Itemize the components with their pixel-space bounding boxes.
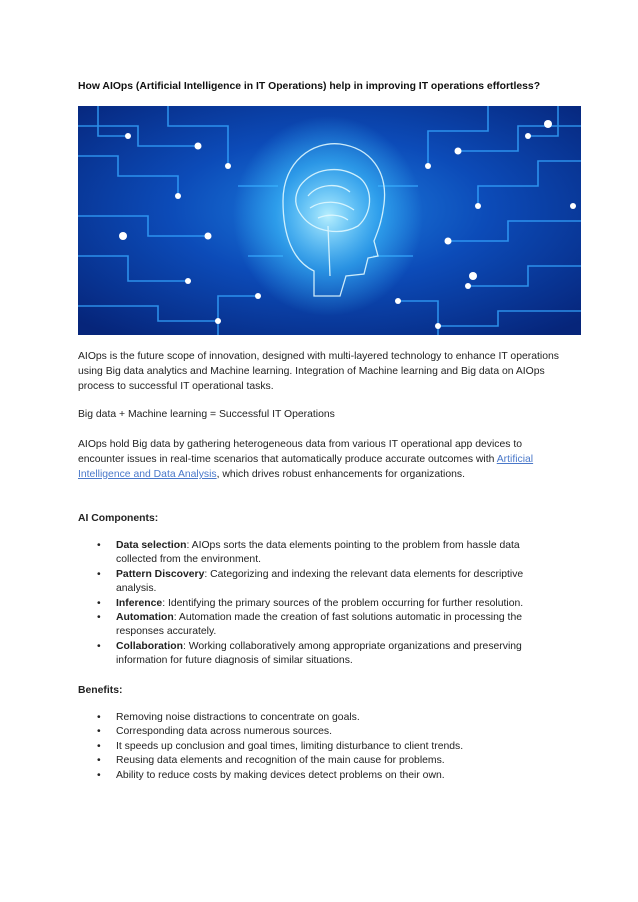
list-item: [78, 769, 558, 783]
intro-paragraph: AIOps is the future scope of innovation, designed with multi-layered technology to enhance IT operations using Big data analytics and Machine learning. Integration of Machine learning and Big data on AIOps process to successful IT operational tasks.: [78, 351, 559, 392]
formula-paragraph: Big data + Machine learning = Successful IT Operations: [78, 409, 335, 420]
details-text-end: , which drives robust enhancements for organizations.: [216, 469, 465, 480]
bullet-icon: •: [97, 755, 101, 767]
details-paragraph: [78, 437, 568, 482]
bullet-icon: •: [97, 712, 101, 723]
bullet-icon: •: [97, 740, 101, 752]
list-item: [78, 754, 558, 768]
list-item: [78, 539, 558, 568]
components-list: [78, 539, 558, 669]
list-item: [78, 597, 558, 611]
benefits-list: [78, 711, 558, 783]
ai-data-analysis-link[interactable]: Artificial Intelligence and Data Analysis: [78, 454, 534, 480]
component-term: Inference: [116, 597, 163, 609]
component-term: Automation: [116, 612, 174, 624]
component-term: Collaboration: [116, 640, 183, 652]
component-text: : AIOps sorts the data elements pointing to the problem from hassle data collected from the environment.: [116, 540, 520, 566]
component-text: : Identifying the primary sources of the problem occurring for further resolution.: [162, 597, 524, 609]
bullet-icon: •: [97, 612, 101, 624]
list-item: [78, 725, 558, 739]
bullet-icon: •: [97, 769, 101, 781]
list-item: [78, 640, 558, 669]
benefits-heading: Benefits:: [78, 685, 123, 696]
component-text: : Working collaboratively among appropriate organizations and preserving information for future diagnosis of similar situations.: [116, 640, 522, 667]
bullet-icon: •: [97, 640, 101, 652]
bullet-icon: •: [97, 726, 101, 738]
bullet-icon: •: [97, 540, 101, 551]
benefit-text: Corresponding data across numerous sources.: [116, 726, 333, 738]
list-item: [78, 711, 558, 725]
component-text: : Automation made the creation of fast solutions automatic in processing the responses accurately.: [116, 612, 523, 638]
benefit-text: It speeds up conclusion and goal times, limiting disturbance to client trends.: [116, 740, 464, 752]
component-term: Data selection: [116, 540, 187, 551]
component-term: Pattern Discovery: [116, 568, 205, 580]
bullet-icon: •: [97, 597, 101, 609]
benefit-text: Ability to reduce costs by making devices detect problems on their own.: [116, 769, 445, 781]
list-item: [78, 611, 558, 640]
brain-circuit-image: [78, 106, 581, 335]
component-text: : Categorizing and indexing the relevant data elements for descriptive analysis.: [116, 568, 524, 595]
components-heading: AI Components:: [78, 513, 159, 524]
list-item: [78, 740, 558, 754]
details-text-start: AIOps hold Big data by gathering heterogeneous data from various IT operational app devices to encounter issues in real-time scenarios that automatically produce accurate outcomes with: [78, 439, 523, 465]
document-title: How AIOps (Artificial Intelligence in IT Operations) help in improving IT operations effortless?: [78, 81, 541, 92]
benefit-text: Removing noise distractions to concentrate on goals.: [116, 712, 360, 723]
benefit-text: Reusing data elements and recognition of the main cause for problems.: [116, 755, 445, 767]
list-item: [78, 568, 558, 597]
bullet-icon: •: [97, 568, 101, 580]
